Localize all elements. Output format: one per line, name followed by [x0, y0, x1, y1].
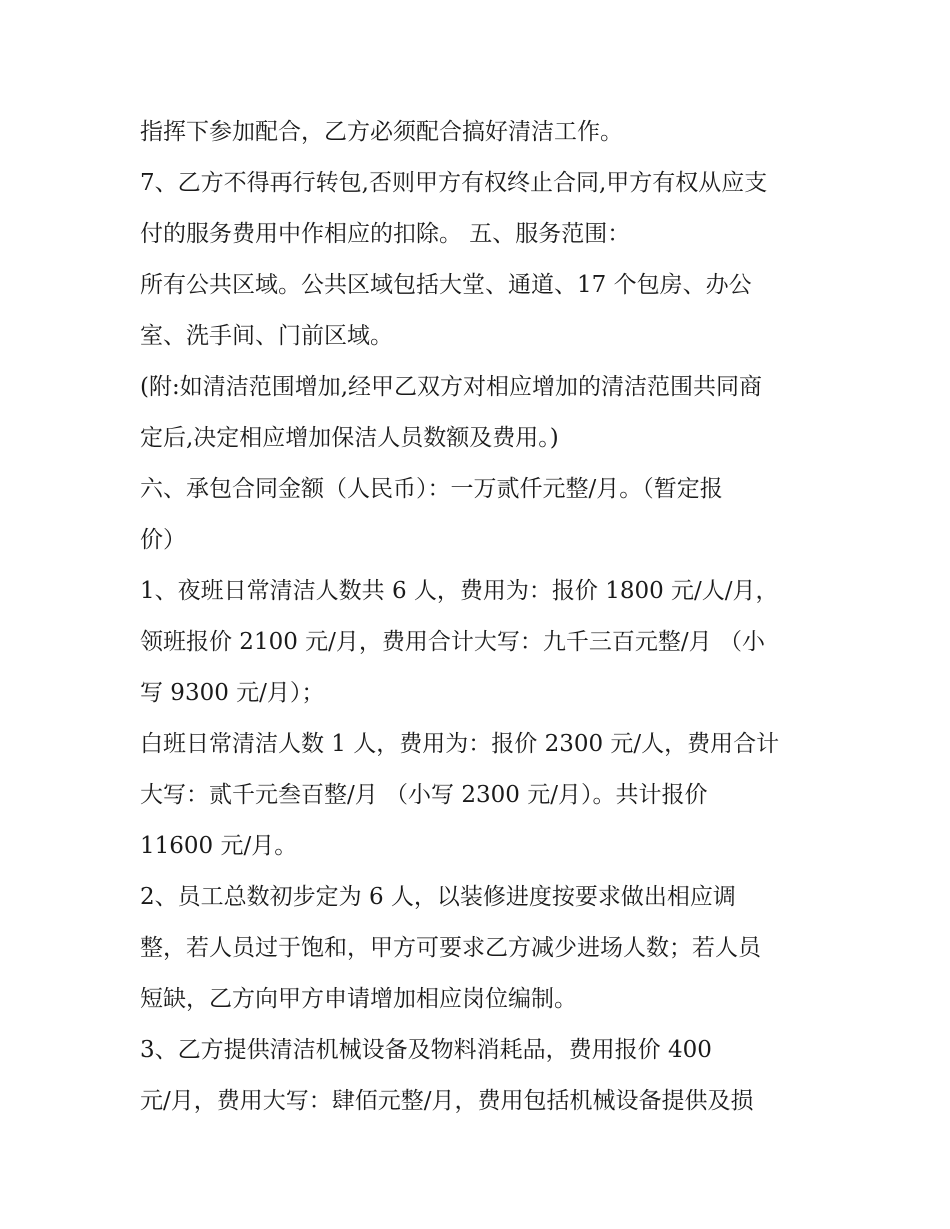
text-line: 1、夜班日常清洁人数共 6 人，费用为：报价 1800 元/人/月，: [140, 578, 779, 604]
text-line: 写 9300 元/月）；: [140, 680, 325, 706]
text-line: 室、洗手间、门前区域。: [140, 323, 393, 349]
text-line: 付的服务费用中作相应的扣除。 五、服务范围：: [140, 221, 631, 247]
text-line: 所有公共区域。公共区域包括大堂、通道、17 个包房、办公: [140, 272, 752, 298]
text-line: 11600 元/月。: [140, 833, 298, 859]
text-line: 大写：贰千元叁百整/月 （小写 2300 元/月）。共计报价: [140, 782, 708, 808]
text-line: 3、乙方提供清洁机械设备及物料消耗品，费用报价 400: [140, 1037, 712, 1063]
text-line: 短缺，乙方向甲方申请增加相应岗位编制。: [140, 986, 577, 1012]
text-line: 定后,决定相应增加保洁人员数额及费用。): [140, 425, 559, 451]
text-line: 价）: [140, 527, 186, 553]
text-line: 白班日常清洁人数 1 人，费用为：报价 2300 元/人，费用合计: [140, 731, 780, 757]
text-line: 元/月，费用大写：肆佰元整/月，费用包括机械设备提供及损: [140, 1088, 754, 1114]
text-line: 整，若人员过于饱和，甲方可要求乙方减少进场人数；若人员: [140, 935, 761, 961]
text-line: 领班报价 2100 元/月，费用合计大写：九千三百元整/月 （小: [140, 629, 765, 655]
text-line: 六、承包合同金额（人民币）：一万贰仟元整/月。（暂定报: [140, 476, 723, 502]
text-line: 7、乙方不得再行转包,否则甲方有权终止合同,甲方有权从应支: [140, 170, 768, 196]
text-line: (附:如清洁范围增加,经甲乙双方对相应增加的清洁范围共同商: [140, 374, 763, 400]
text-line: 指挥下参加配合，乙方必须配合搞好清洁工作。: [140, 119, 623, 145]
contract-text: [140, 107, 820, 1127]
text-line: 2、员工总数初步定为 6 人，以装修进度按要求做出相应调: [140, 884, 736, 910]
